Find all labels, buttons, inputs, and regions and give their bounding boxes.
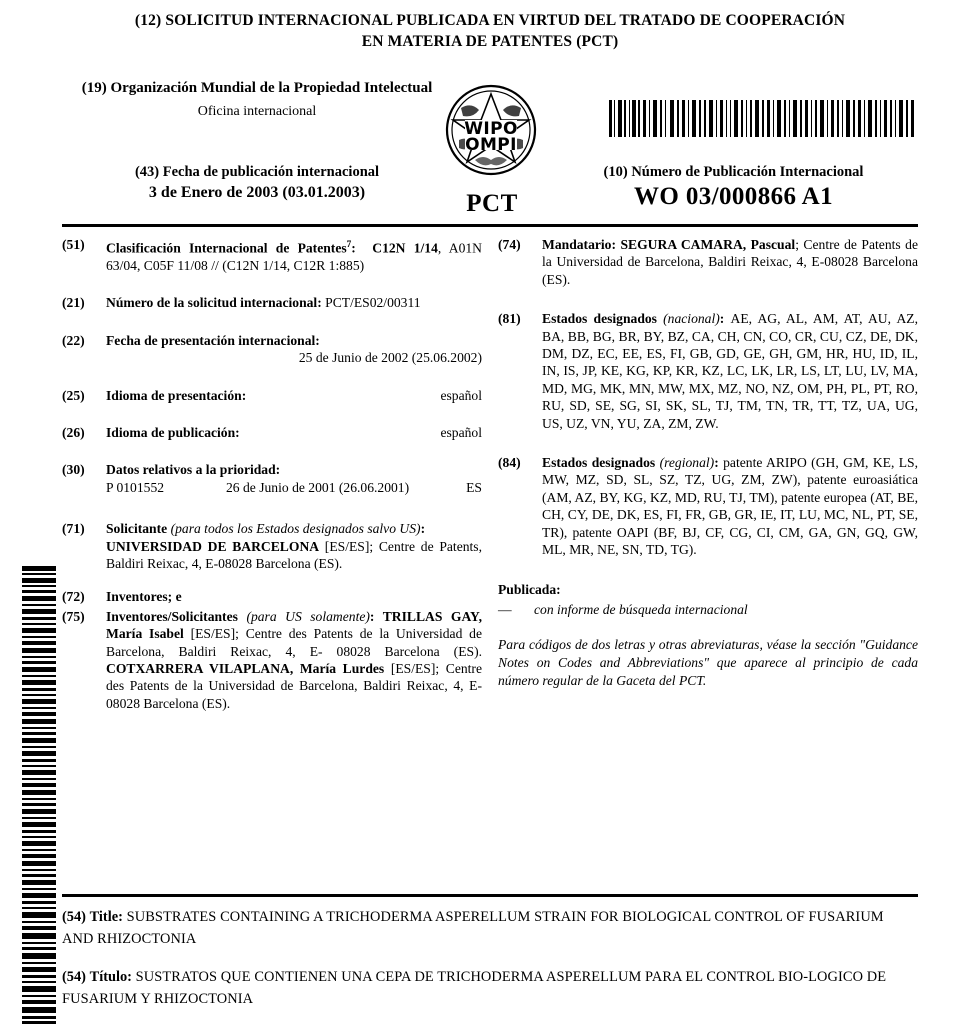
field-26-publication-language <box>62 424 482 441</box>
publication-number-text <box>549 162 918 212</box>
field-84-tag: (84) <box>498 455 521 471</box>
headline-line-2: EN MATERIA DE PATENTES (PCT) <box>361 33 619 50</box>
field-21-value: PCT/ES02/00311 <box>325 295 421 311</box>
published-title: Publicada: <box>498 581 561 597</box>
publication-date-block <box>62 162 452 204</box>
field-75-qualifier: (para US solamente) <box>246 608 370 624</box>
field-75-label: Inventores/Solicitantes <box>106 608 238 624</box>
field-74-label: Mandatario: <box>542 237 617 252</box>
title-divider-rule <box>62 894 918 897</box>
publication-date-label: (43) Fecha de publicación internacional <box>134 164 380 180</box>
field-71-applicant-name: UNIVERSIDAD DE BARCELONA <box>106 538 320 554</box>
field-81-qualifier: (nacional) <box>663 311 720 327</box>
title-english-tag: (54) <box>62 909 86 925</box>
wipo-organization-block <box>62 78 452 122</box>
field-74-agent-name: SEGURA CAMARA, Pascual <box>616 237 796 252</box>
field-84-colon: : <box>714 455 724 471</box>
field-30-priority-data <box>62 461 482 496</box>
publication-date-value: 3 de Enero de 2003 (03.01.2003) <box>148 184 366 201</box>
title-spanish <box>62 966 918 1010</box>
field-71-tag: (71) <box>62 521 85 537</box>
field-81-colon: : <box>719 311 731 327</box>
field-51-classification: (51) Clasificación Internacional de Patentes$^7$: C12N 1/14, A01N 63/04, C05F 11/08 // (C12N 1/14, C12R 1:885) <box>62 237 482 273</box>
field-21-label: Número de la solicitud internacional: <box>106 295 322 311</box>
organization-name <box>62 78 452 99</box>
organization-code: (19) <box>81 80 107 96</box>
field-71-qualifier: (para todos los Estados designados salvo US) <box>170 521 421 537</box>
document-side-barcode <box>22 566 56 1024</box>
field-25-value: español <box>440 387 482 403</box>
publication-number-value: WO 03/000866 A1 <box>633 183 834 210</box>
published-dash-icon: — <box>498 601 512 617</box>
field-74-agent-address: ; Centre de Patents de la Universidad de Barcelona, Baldiri Reixac, 4, E-08028 Barcelona (ES). <box>542 237 918 287</box>
field-25-tag: (25) <box>62 387 85 403</box>
title-spanish-label: Título: <box>89 969 132 985</box>
field-75-tag: (75) <box>62 608 85 624</box>
guidance-notes: Para códigos de dos letras y otras abreviaturas, véase la sección "Guidance Notes on Codes and Abbreviations" que aparece al principio de cada número regular de la Gaceta del PCT. <box>498 637 918 689</box>
field-30-label: Datos relativos a la prioridad: <box>106 462 281 478</box>
field-21-application-number <box>62 294 482 311</box>
published-section <box>498 581 918 619</box>
field-81-states-list: AE, AG, AL, AM, AT, AU, AZ, BA, BB, BG, BR, BY, BZ, CA, CH, CN, CO, CR, CU, CZ, DE, DK, DM, DZ, EC, EE, ES, FI, GB, GD, GE, GH, GM, HR, HU, ID, IL, IN, IS, JP, KE, KG, KP, KR, KZ, LC, LK, LR, LS, LT, LU, LV, MA, MD, MG, MK, MN, MW, MX, MZ, NO, NZ, OM, PH, PL, PT, RO, RU, SD, SE, SG, SI, SK, SL, TJ, TM, TN, TR, TT, TZ, UA, UG, US, UZ, VN, YU, ZA, ZM, ZW. <box>542 311 918 431</box>
field-51-label: Clasificación Internacional de Patentes <box>106 240 347 256</box>
organization-name-text: Organización Mundial de la Propiedad Intelectual <box>110 80 433 96</box>
bibliographic-right-column <box>498 236 918 690</box>
title-english <box>62 906 918 950</box>
field-81-tag: (81) <box>498 311 521 327</box>
field-72-tag: (72) <box>62 589 85 605</box>
field-26-label: Idioma de publicación: <box>106 424 240 440</box>
field-71-colon: : <box>420 521 426 537</box>
field-30-priority-number: P 0101552 <box>106 479 165 495</box>
field-22-value: 25 de Junio de 2002 (25.06.2002) <box>298 350 482 366</box>
title-spanish-tag: (54) <box>62 969 86 985</box>
field-74-agent <box>498 236 918 288</box>
field-75-inventor-2-name: COTXARRERA VILAPLANA, María Lurdes <box>106 661 385 677</box>
field-81-label: Estados designados <box>542 311 657 327</box>
field-71-applicant-address: [ES/ES]; Centre de Patents, Baldiri Reixac, 4, E-08028 Barcelona (ES). <box>106 538 482 571</box>
title-english-label: Title: <box>89 909 123 925</box>
field-51-superscript: 7 <box>346 239 352 249</box>
field-81-designated-states-national <box>498 310 918 432</box>
pct-wordmark: PCT <box>466 190 518 217</box>
field-75-inventor-1-address: [ES/ES]; Centre des Patents de la Universidad de Barcelona, Baldiri Reixac, 4, E- 08028 Barcelona (ES). <box>106 626 482 659</box>
svg-text:WIPO: WIPO <box>464 119 518 139</box>
wipo-ompi-emblem-icon <box>445 84 537 176</box>
title-english-text: SUBSTRATES CONTAINING A TRICHODERMA ASPERELLUM STRAIN FOR BIOLOGICAL CONTROL OF FUSARIUM AND RHIZOCTONIA <box>62 909 884 947</box>
field-51-secondary-classes: , A01N 63/04, C05F 11/08 // (C12N 1/14, C12R 1:885) <box>106 240 482 273</box>
field-22-tag: (22) <box>62 332 85 348</box>
field-75-inventor-2-address: [ES/ES]; Centre des Patents de la Universidad de Barcelona, Baldiri Reixac, 4, E-08028 Barcelona (ES). <box>106 661 482 711</box>
field-71-label: Solicitante <box>106 521 168 537</box>
field-51-tag: (51) <box>62 237 85 252</box>
field-84-states-list: patente ARIPO (GH, GM, KE, LS, MW, MZ, SD, SL, SZ, TZ, UG, ZM, ZW), patente euroasiática (AM, AZ, BY, KG, KZ, MD, RU, TJ, TM), patente europea (AT, BE, CH, CY, DE, DK, ES, FI, FR, GB, GR, IE, IT, LU, MC, NL, PT, SE, TR), patente OAPI (BF, BJ, CF, CG, CI, CM, GA, GN, GQ, GW, ML, MR, NE, SN, TD, TG). <box>542 455 918 558</box>
organization-subtitle: Oficina internacional <box>197 104 317 119</box>
field-22-label: Fecha de presentación internacional: <box>106 332 320 348</box>
field-26-value: español <box>440 424 482 440</box>
field-75-inventor-1-name: TRILLAS GAY, María Isabel <box>106 608 483 642</box>
field-72-inventors <box>62 588 482 605</box>
publication-barcode <box>609 100 917 137</box>
title-spanish-text: SUSTRATOS QUE CONTIENEN UNA CEPA DE TRICHODERMA ASPERELLUM PARA EL CONTROL BIO-LOGICO DE FUSARIUM Y RHIZOCTONIA <box>62 969 887 1007</box>
published-item <box>498 601 918 618</box>
published-item-text: con informe de búsqueda internacional <box>534 601 748 617</box>
field-74-tag: (74) <box>498 237 521 252</box>
field-71-applicant <box>62 520 482 572</box>
field-84-designated-states-regional <box>498 454 918 558</box>
field-84-label: Estados designados <box>542 455 656 471</box>
header-divider-rule <box>62 224 918 227</box>
page-headline <box>62 10 918 52</box>
masthead <box>62 70 918 220</box>
headline-line-1: (12) SOLICITUD INTERNACIONAL PUBLICADA EN VIRTUD DEL TRATADO DE COOPERACIÓN <box>134 12 846 29</box>
invention-titles <box>62 906 918 1026</box>
bibliographic-left-column <box>62 236 482 724</box>
field-30-tag: (30) <box>62 462 85 478</box>
field-21-tag: (21) <box>62 295 85 311</box>
field-25-label: Idioma de presentación: <box>106 387 247 403</box>
field-26-tag: (26) <box>62 424 85 440</box>
field-75-colon: : <box>369 608 383 624</box>
field-72-label: Inventores; e <box>106 589 182 605</box>
field-51-primary-class: C12N 1/14 <box>372 240 438 256</box>
field-30-priority-country: ES <box>466 479 482 495</box>
field-30-priority-date: 26 de Junio de 2001 (26.06.2001) <box>226 479 410 495</box>
field-75-inventors-applicants <box>62 608 482 712</box>
field-84-qualifier: (regional) <box>659 455 715 471</box>
publication-number-label: (10) Número de Publicación Internacional <box>603 164 864 180</box>
svg-text:OMPI: OMPI <box>465 135 517 155</box>
field-22-filing-date <box>62 332 482 367</box>
field-25-filing-language <box>62 387 482 404</box>
